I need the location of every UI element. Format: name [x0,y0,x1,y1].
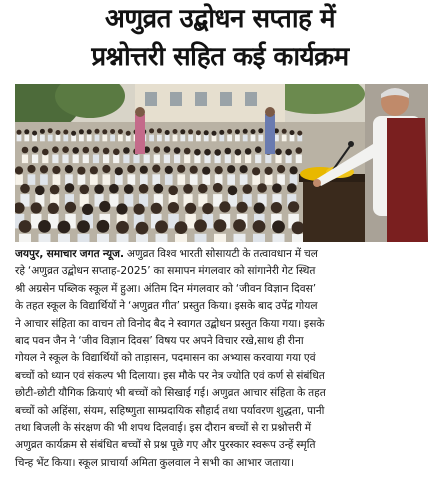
student-figure [290,135,295,142]
student-head [258,128,263,133]
student-head [177,165,185,173]
student-head [19,220,32,233]
student-head [214,149,221,156]
student-figure [15,174,23,185]
student-figure [102,135,107,142]
article-line-1 [15,246,428,263]
student-head [237,202,248,213]
student-head [272,183,282,193]
article-line: गोयल ने स्कूल के विद्यार्थियों को ताड़ासन, पदमासन का अभ्यास करवाया गया एवं [15,352,316,365]
student-head [102,129,107,134]
student-head [228,186,238,196]
student-figure [115,174,123,185]
student-figure [154,155,160,164]
student-head [165,130,170,135]
student-head [213,183,223,193]
student-figure [78,174,86,185]
student-figure [245,155,251,164]
student-figure [265,155,271,164]
student-head [90,166,98,174]
student-figure [40,174,48,185]
student-figure [252,174,260,185]
student-figure [173,135,178,142]
student-figure [123,155,129,164]
student-head [115,167,123,175]
student-figure [109,194,118,207]
student-head [63,130,68,135]
student-head [109,184,119,194]
student-figure [180,135,185,142]
student-figure [118,135,123,142]
student-figure [235,155,241,164]
student-head [227,129,232,134]
student-head [79,129,84,134]
student-figure [103,174,111,185]
student-head [113,149,120,156]
student-figure [227,135,232,142]
student-head [52,166,60,174]
student-head [27,165,35,173]
student-figure [40,135,45,142]
student-head [42,149,49,156]
student-head [204,130,209,135]
first-line-text: अणुव्रत विश्व भारती सोसायटी के तत्वावधान में चल [124,248,318,260]
article-line: चिन्ह भेंट किया। स्कूल प्राचार्या अमिता कुलवाल ने सभी का आभार जताया। [15,456,295,469]
student-figure [297,135,302,142]
student-head [240,165,248,173]
student-head [204,149,211,156]
student-figure [19,234,31,242]
student-head [165,166,173,174]
student-figure [215,155,221,164]
student-head [154,184,164,194]
student-head [58,221,71,234]
student-figure [277,174,285,185]
student-figure [194,155,200,164]
article-body [15,246,428,472]
student-head [180,129,185,134]
student-head [196,130,201,135]
student-figure [73,155,79,164]
student-head [227,165,235,173]
student-head [134,204,145,215]
student-head [38,220,51,233]
student-head [62,146,69,153]
student-figure [196,135,201,142]
student-figure [140,174,148,185]
student-figure [253,234,265,242]
student-figure [62,155,68,164]
student-head [87,129,92,134]
article-line: बाद पवन जैन ने ‘जीव विज्ञान दिवस’ विषय पर अपने विचार रखे,साथ ही रीना [15,334,304,347]
student-head [253,220,266,233]
student-head [272,220,285,233]
student-figure [204,155,210,164]
student-head [245,148,252,155]
student-head [173,129,178,134]
student-head [265,167,273,175]
student-head [214,219,227,232]
article-line: ने आचार संहिता का वाचन तो विनोद बैद ने स्वागत उद्बोधन प्रस्तुत किया गया। इसके [15,317,325,330]
student-head [24,129,29,134]
student-head [188,129,193,134]
student-figure [52,155,58,164]
student-head [194,149,201,156]
student-head [56,130,61,135]
student-figure [202,174,210,185]
student-head [154,146,161,153]
student-head [215,166,223,174]
student-head [190,166,198,174]
article-line: के तहत स्कूल के विद्यार्थियों ने ‘अणुव्रत गीत’ प्रस्तुत किया। इसके बाद उपेंद्र गोयल [15,300,318,313]
student-figure [214,234,226,242]
student-figure [227,174,235,185]
student-head [285,149,292,156]
student-head [72,147,79,154]
student-head [233,219,246,232]
student-head [40,165,48,173]
student-figure [188,135,193,142]
student-head [71,131,76,136]
student-figure [195,234,207,242]
student-figure [97,234,109,242]
student-head [22,147,29,154]
student-figure [177,174,185,185]
student-figure [87,135,92,142]
student-figure [286,155,292,164]
student-head [94,184,104,194]
student-figure [273,234,285,242]
student-head [194,219,207,232]
student-figure [282,135,287,142]
student-figure [78,234,90,242]
student-figure [243,135,248,142]
student-head [174,147,181,154]
student-head [149,128,154,133]
student-figure [165,174,173,185]
student-head [235,149,242,156]
student-figure [251,135,256,142]
student-head [296,147,303,154]
student-figure [103,155,109,164]
student-head [212,131,217,136]
headline-line-1: अणुव्रत उद्बोधन सप्ताह में [104,4,336,34]
student-figure [110,135,115,142]
student-figure [174,155,180,164]
student-figure [113,155,119,164]
student-head [102,165,110,173]
student-head [103,148,110,155]
student-head [297,131,302,136]
student-head [292,222,305,235]
student-head [164,146,171,153]
student-head [65,183,75,193]
student-head [77,220,90,233]
student-figure [156,234,168,242]
student-figure [83,155,89,164]
student-head [175,221,188,234]
student-figure [184,155,190,164]
student-figure [225,155,231,164]
student-figure [117,234,129,242]
student-figure [255,155,261,164]
student-head [202,203,213,214]
student-figure [90,174,98,185]
student-head [290,130,295,135]
student-head [15,166,23,174]
student-head [97,220,110,233]
student-figure [53,174,61,185]
student-head [225,148,232,155]
student-figure [58,234,70,242]
student-figure [190,174,198,185]
student-head [48,203,59,214]
student-head [185,203,196,214]
article-line: छोटी-छोटी यौगिक क्रियाएं भी बच्चों को सिखाई गई। अणुव्रत आचार संहिता के तहत [15,387,326,400]
student-head [275,149,282,156]
student-head [40,129,45,134]
student-head [95,129,100,134]
student-head [184,148,191,155]
student-head [116,221,129,234]
student-figure [144,155,150,164]
student-figure [24,135,29,142]
student-head [65,202,76,213]
student-figure [63,135,68,142]
student-figure [258,135,263,142]
student-figure [240,174,248,185]
student-head [123,147,130,154]
student-figure [219,135,224,142]
student-head [50,185,60,195]
student-head [77,167,85,175]
student-head [139,184,149,194]
student-figure [152,174,160,185]
student-head [20,184,30,194]
student-head [99,201,110,212]
student-figure [128,174,136,185]
student-figure [133,155,139,164]
student-head [254,203,265,214]
article-line: बच्चों को अहिंसा, संयम, सहिष्णुता साम्प्रदायिक सौहार्द तथा पर्यावरण शुद्धता, पानी [15,404,325,417]
student-figure [165,135,170,142]
student-figure [42,155,48,164]
student-figure [32,135,37,142]
student-head [255,146,262,153]
student-figure [39,234,51,242]
student-figure [32,155,38,164]
student-head [31,202,42,213]
student-figure [234,234,246,242]
student-figure [17,135,22,142]
student-head [140,166,148,174]
student-head [82,204,93,215]
student-head [48,128,53,133]
article-line: श्री अग्रसेन पब्लिक स्कूल में हुआ। अंतिम दिन मंगलवार को ‘जीवन विज्ञान दिवस’ [15,282,317,295]
student-figure [157,135,162,142]
student-head [157,128,162,133]
student-figure [296,155,302,164]
student-head [116,203,127,214]
student-head [52,146,59,153]
student-head [183,184,193,194]
dateline: जयपुर, समाचार जगत न्यूज. [15,248,125,260]
student-head [17,130,22,135]
student-figure [136,234,148,242]
student-figure [79,135,84,142]
student-figure [56,135,61,142]
student-head [235,129,240,134]
student-head [83,147,90,154]
student-head [168,186,178,196]
student-head [219,130,224,135]
student-head [32,131,37,136]
article-line: अणुव्रत कार्यक्रम से संबंधित बच्चों से प्रश्न पूछे गए और पुरस्कार स्वरूप उन्हें स्मृति [15,439,316,452]
student-figure [204,135,209,142]
student-head [110,129,115,134]
student-head [152,165,160,173]
article-line: रहे ‘अणुव्रत उद्बोधन सप्ताह-2025’ का समापन मंगलवार को सांगानेरी गेट स्थित [15,265,316,278]
student-head [127,165,135,173]
student-head [118,129,123,134]
student-figure [22,155,28,164]
student-figure [48,135,53,142]
student-figure [175,234,187,242]
student-head [290,166,298,174]
student-head [65,165,73,173]
student-head [287,183,297,193]
article-line: बच्चों को ध्यान एवं संकल्प भी दिलाया। इस मौके पर नेत्र ज्योति एवं कर्ण से संबंधित [15,369,325,382]
student-head [271,202,282,213]
student-head [126,131,131,136]
student-head [80,185,90,195]
student-figure [235,135,240,142]
article-line: तथा बिजली के संरक्षण की भी शपथ दिलवाई। इस दौरान बच्चों से रा प्रश्नोत्तरी में [15,421,312,434]
student-head [151,203,162,214]
student-figure [290,174,298,185]
student-figure [95,135,100,142]
student-head [282,129,287,134]
student-head [252,167,260,175]
student-figure [164,155,170,164]
student-figure [28,174,36,185]
headline-line-2: प्रश्नोत्तरी सहित कई कार्यक्रम [91,42,349,72]
student-head [168,202,179,213]
student-figure [93,155,99,164]
student-head [198,184,208,194]
student-head [155,220,168,233]
student-head [32,146,39,153]
student-head [257,183,267,193]
student-head [93,147,100,154]
student-head [277,165,285,173]
student-head [243,184,253,194]
student-head [288,201,299,212]
student-figure [265,174,273,185]
student-head [251,129,256,134]
student-figure [149,135,154,142]
student-head [219,201,230,212]
student-head [243,129,248,134]
student-head [35,186,45,196]
student-head [202,167,210,175]
student-figure [275,155,281,164]
student-head [136,222,149,235]
student-head [124,184,134,194]
event-photo [15,84,428,242]
student-figure [292,234,304,242]
